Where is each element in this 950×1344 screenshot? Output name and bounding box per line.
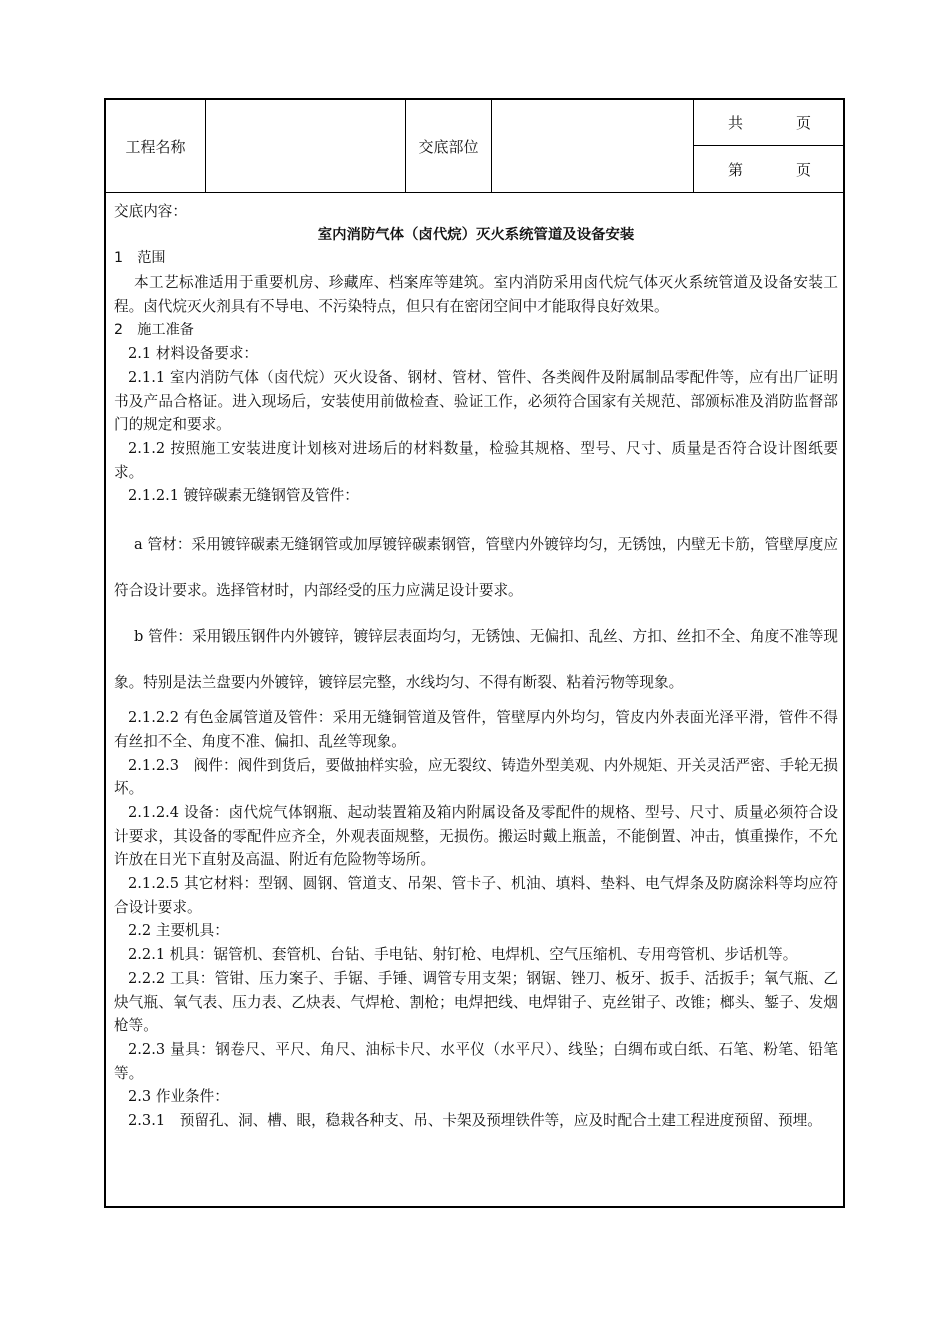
paragraph: 2.1.2.4 设备：卤代烷气体钢瓶、起动装置箱及箱内附属设备及零配件的规格、型号、尺寸、质量必须符合设计要求，其设备的零配件应齐全，外观表面规整，无损伤。搬运时戴上瓶盖，不能倒置、冲击，慎重操作，不允许放在日光下直射及高温、附近有危险物等场所。 [114,803,838,869]
section-heading: 2 施工准备 [114,321,194,338]
paragraph: 2.1.2.3 阀件：阀件到货后，要做抽样实验，应无裂纹、铸造外型美观、内外规矩、开关灵活严密、手轮无损坏。 [114,756,838,798]
page-number-suffix: 页 [796,160,812,179]
form-frame [104,98,845,1208]
total-pages-suffix: 页 [796,114,812,132]
paragraph: 2.2.2 工具：管钳、压力案子、手锯、手锤、调管专用支架；钢锯、锉刀、板牙、扳手、活扳手；氧气瓶、乙炔气瓶、氧气表、压力表、乙炔表、气焊枪、割枪；电焊把线、电焊钳子、克丝钳子、改锥；榔头、錾子、发烟枪等。 [114,969,838,1035]
handover-part-label: 交底部位 [406,100,492,192]
paragraph: 2.1.2 按照施工安装进度计划核对进场后的材料数量，检验其规格、型号、尺寸、质量是否符合设计图纸要求。 [114,440,838,481]
paragraph: 2.3.1 预留孔、洞、槽、眼，稳栽各种支、吊、卡架及预埋铁件等，应及时配合土建工程进度预留、预埋。 [128,1112,822,1130]
page-count-block [694,100,843,192]
handover-content [114,200,838,1133]
page-number-prefix: 第 [728,160,744,179]
paragraph: a 管材：采用镀锌碳素无缝钢管或加厚镀锌碳素钢管，管壁内外镀锌均匀，无锈蚀，内壁无卡筋，管壁厚度应符合设计要求。选择管材时，内部经受的压力应满足设计要求。 [114,536,838,600]
paragraph: 2.2.1 机具：锯管机、套管机、台钻、手电钻、射钉枪、电焊机、空气压缩机、专用弯管机、步话机等。 [128,946,798,964]
paragraph: 2.1.1 室内消防气体（卤代烷）灭火设备、钢材、管材、管件、各类阀件及附属制品零配件等，应有出厂证明书及产品合格证。进入现场后，安装使用前做检查、验证工作，必须符合国家有关规范、部颁标准及消防监督部门的规定和要求。 [114,368,838,434]
total-pages-prefix: 共 [728,114,744,132]
project-name-label: 工程名称 [106,100,206,192]
paragraph: 2.1.2.1 镀锌碳素无缝钢管及管件： [128,487,359,505]
content-label: 交底内容： [114,203,187,220]
handover-part-value [492,100,694,192]
paragraph: 2.1.2.2 有色金属管道及管件：采用无缝铜管道及管件，管壁厚内外均匀，管皮内外表面光泽平滑，管件不得有丝扣不全、角度不准、偏扣、乱丝等现象。 [114,709,838,750]
document-title: 室内消防气体（卤代烷）灭火系统管道及设备安装 [317,226,635,243]
project-name-value [206,100,406,192]
paragraph: 2.1.2.5 其它材料：型钢、圆钢、管道支、吊架、管卡子、机油、填料、垫料、电气焊条及防腐涂料等均应符合设计要求。 [114,875,838,916]
total-pages-row [694,100,843,146]
paragraph: 2.2.3 量具：钢卷尺、平尺、角尺、油标卡尺、水平仪（水平尺）、线坠；白绸布或白纸、石笔、粉笔、铅笔等。 [114,1040,838,1082]
paragraph: b 管件：采用锻压钢件内外镀锌，镀锌层表面均匀，无锈蚀、无偏扣、乱丝、方扣、丝扣不全、角度不准等现象。特别是法兰盘要内外镀锌，镀锌层完整，水线均匀、不得有断裂、粘着污物等现象。 [114,628,838,692]
header-row [106,100,843,193]
paragraph: 2.2 主要机具： [128,922,229,940]
paragraph: 本工艺标准适用于重要机房、珍藏库、档案库等建筑。室内消防采用卤代烷气体灭火系统管道及设备安装工程。卤代烷灭火剂具有不导电、不污染特点，但只有在密闭空间中才能取得良好效果。 [114,274,838,315]
paragraph: 2.3 作业条件： [128,1088,229,1106]
section-heading: 1 范围 [114,250,166,267]
page-number-row [694,146,843,192]
paragraph: 2.1 材料设备要求： [128,345,259,363]
